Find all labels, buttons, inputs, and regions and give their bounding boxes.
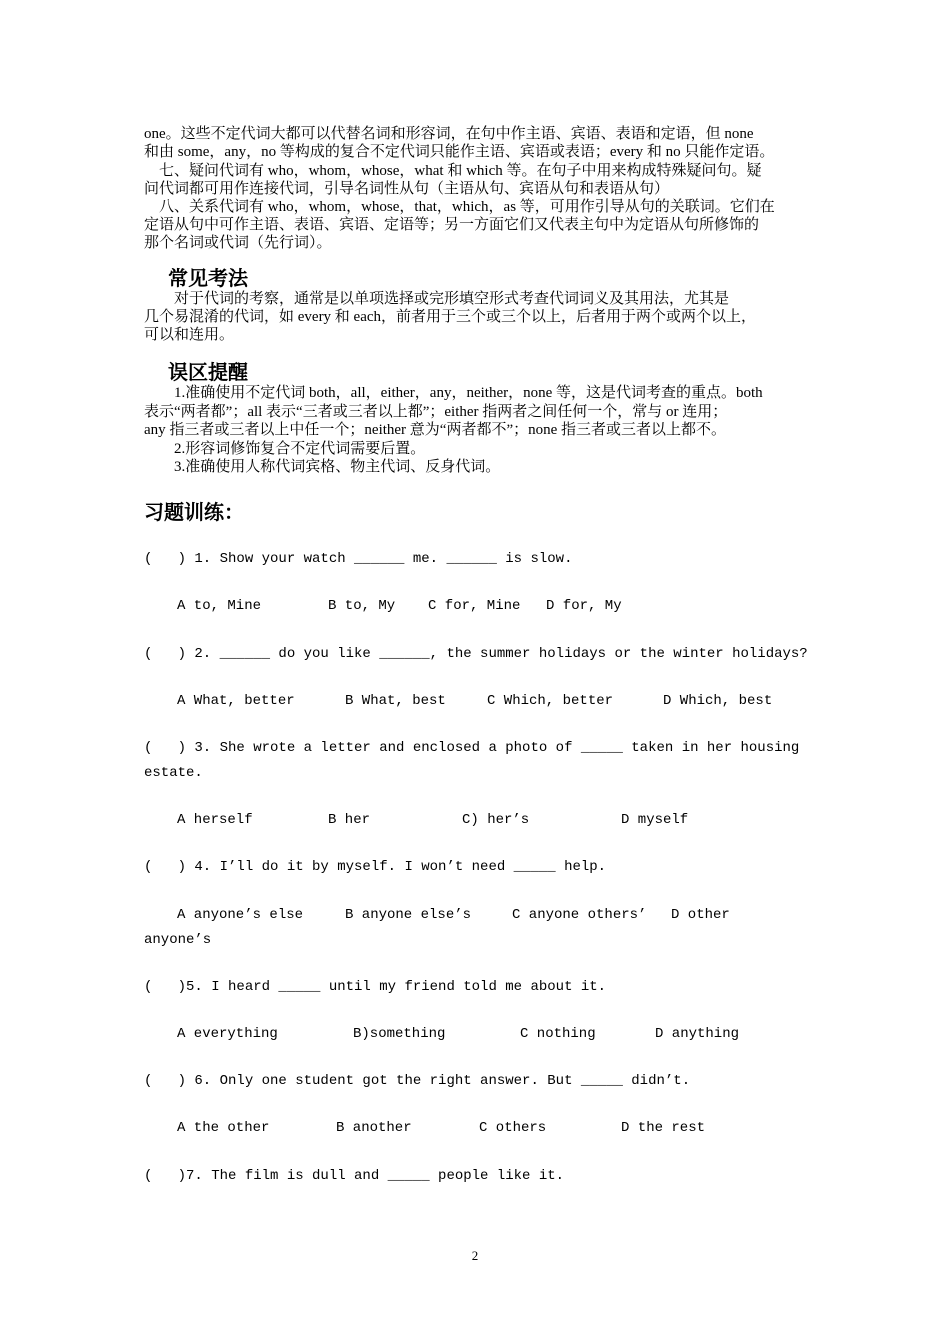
section1-line: 几个易混淆的代词，如 every 和 each，前者用于三个或三个以上，后者用于两个或两个以上， xyxy=(144,309,757,325)
intro-line: one。这些不定代词大都可以代替名词和形容词，在句中作主语、宾语、表语和定语，但 none xyxy=(144,126,754,142)
q2-option-b: B What, best xyxy=(345,693,446,709)
exercises-heading: 习题训练： xyxy=(144,500,244,524)
intro-line: 定语从句中可作主语、表语、宾语、定语等；另一方面它们又代表主句中为定语从句所修饰的 xyxy=(144,217,760,233)
intro-line: 那个名词或代词（先行词）。 xyxy=(144,235,332,251)
q2-option-c: C Which, better xyxy=(487,693,614,709)
question-1: ( ) 1. Show your watch ______ me. ______ is slow. xyxy=(144,551,573,567)
section-heading-common-tests: 常见考法 xyxy=(168,266,248,290)
q3-option-c: C) her’s xyxy=(462,812,530,828)
section1-line: 对于代词的考察，通常是以单项选择或完形填空形式考查代词词义及其用法，尤其是 xyxy=(144,291,730,307)
section1-line: 可以和连用。 xyxy=(144,327,235,343)
question-3: ( ) 3. She wrote a letter and enclosed a photo of _____ taken in her housing xyxy=(144,740,800,756)
question-2: ( ) 2. ______ do you like ______, the summer holidays or the winter holidays? xyxy=(144,646,808,662)
intro-line: 八、关系代词有 who，whom，whose，that，which，as 等，可用作引导从句的关联词。它们在 xyxy=(144,199,775,215)
page-number: 2 xyxy=(471,1248,479,1263)
section2-line: 2.形容词修饰复合不定代词需要后置。 xyxy=(144,441,426,457)
q2-option-d: D Which, best xyxy=(663,693,773,709)
q3-option-a: A herself xyxy=(177,812,253,828)
q5-option-b: B)something xyxy=(353,1026,446,1042)
q4-option-c: C anyone others’ xyxy=(512,907,647,923)
q4-option-d-wrap: anyone’s xyxy=(144,932,212,948)
q6-option-d: D the rest xyxy=(621,1120,706,1136)
q6-option-b: B another xyxy=(336,1120,412,1136)
q5-option-d: D anything xyxy=(655,1026,740,1042)
question-5: ( )5. I heard _____ until my friend told me about it. xyxy=(144,979,607,995)
q3-option-b: B her xyxy=(328,812,371,828)
q1-option-b: B to, My xyxy=(328,598,396,614)
q1-option-c: C for, Mine xyxy=(428,598,521,614)
intro-line: 七、疑问代词有 who，whom，whose，what 和 which 等。在句子中用来构成特殊疑问句。疑 xyxy=(144,163,762,179)
q6-option-a: A the other xyxy=(177,1120,270,1136)
intro-line: 问代词都可用作连接代词，引导名词性从句（主语从句、宾语从句和表语从句） xyxy=(144,181,670,197)
q2-option-a: A What, better xyxy=(177,693,295,709)
q3-option-d: D myself xyxy=(621,812,689,828)
q4-option-b: B anyone else’s xyxy=(345,907,472,923)
q5-option-a: A everything xyxy=(177,1026,278,1042)
q5-option-c: C nothing xyxy=(520,1026,596,1042)
q6-option-c: C others xyxy=(479,1120,547,1136)
q1-option-d: D for, My xyxy=(546,598,622,614)
q4-option-a: A anyone’s else xyxy=(177,907,304,923)
question-3-wrap: estate. xyxy=(144,765,203,781)
section2-line: any 指三者或三者以上中任一个；neither 意为“两者都不”；none 指三者或三者以上都不。 xyxy=(144,422,727,438)
question-7: ( )7. The film is dull and _____ people like it. xyxy=(144,1168,565,1184)
question-4: ( ) 4. I’ll do it by myself. I won’t need _____ help. xyxy=(144,859,607,875)
intro-line: 和由 some，any，no 等构成的复合不定代词只能作主语、宾语或表语；every 和 no 只能作定语。 xyxy=(144,144,775,160)
section2-line: 1.准确使用不定代词 both，all，either，any，neither，none 等，这是代词考查的重点。both xyxy=(144,385,763,401)
section2-line: 表示“两者都”；all 表示“三者或三者以上都”；either 指两者之间任何一个，常与 or 连用； xyxy=(144,404,728,420)
q4-option-d: D other xyxy=(671,907,730,923)
q1-option-a: A to, Mine xyxy=(177,598,262,614)
section2-line: 3.准确使用人称代词宾格、物主代词、反身代词。 xyxy=(144,459,501,475)
section-heading-pitfalls: 误区提醒 xyxy=(168,360,248,384)
question-6: ( ) 6. Only one student got the right answer. But _____ didn’t. xyxy=(144,1073,691,1089)
